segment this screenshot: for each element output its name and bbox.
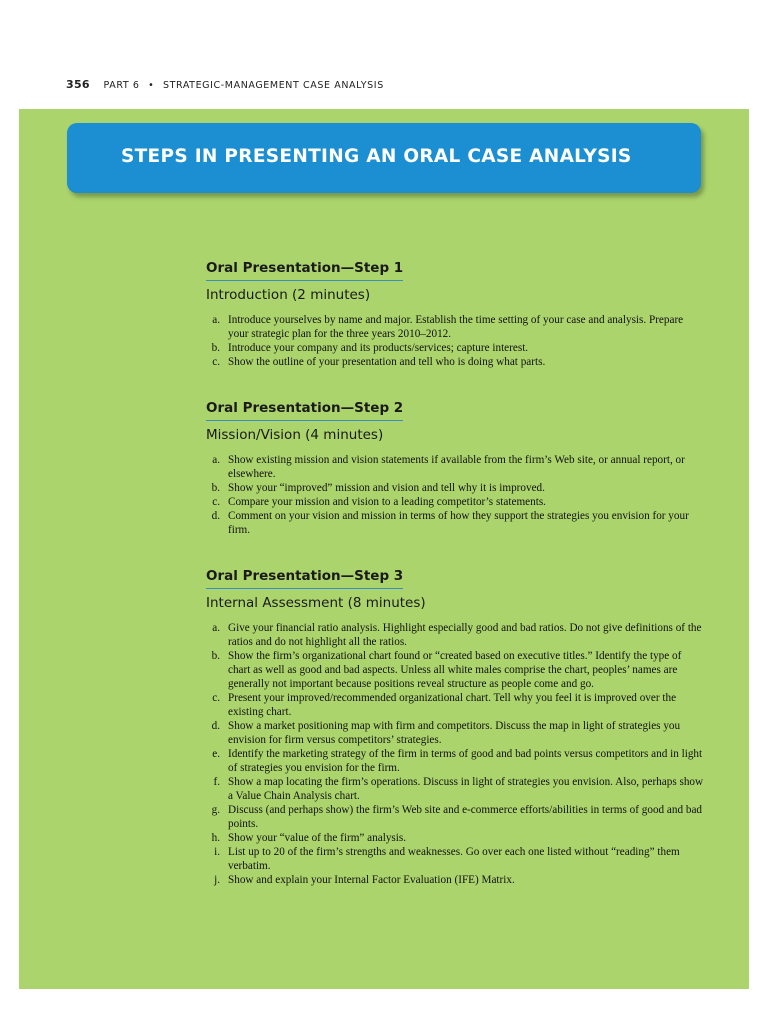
step-item-list <box>206 621 706 887</box>
list-item-marker: i. <box>214 846 220 858</box>
list-item <box>206 341 706 355</box>
list-item-text: Present your improved/recommended organizational chart. Tell why you feel it is improved over the existing chart. <box>228 692 677 718</box>
step-item-list <box>206 453 706 537</box>
list-item-marker: d. <box>211 510 220 522</box>
list-item-text: Show your “value of the firm” analysis. <box>228 832 407 844</box>
list-item <box>206 873 706 887</box>
list-item <box>206 509 706 537</box>
list-item-text: Show the firm’s organizational chart found or “created based on executive titles.” Identify the type of chart as well as good and bad aspects. Unless all white males comprise the chart, peoples’ names are generally not important because positions reveal structure as people come and go. <box>228 650 682 690</box>
list-item-marker: a. <box>212 454 220 466</box>
list-item-text: Show a map locating the firm’s operations. Discuss in light of strategies you envision. Also, perhaps show a Value Chain Analysis chart. <box>228 776 704 802</box>
list-item <box>206 453 706 481</box>
list-item <box>206 803 706 831</box>
list-item <box>206 355 706 369</box>
list-item-text: Show and explain your Internal Factor Evaluation (IFE) Matrix. <box>228 874 515 886</box>
list-item <box>206 775 706 803</box>
list-item <box>206 747 706 775</box>
list-item-text: List up to 20 of the firm’s strengths and weaknesses. Go over each one listed without “reading” them verbatim. <box>228 846 680 872</box>
list-item-marker: j. <box>214 874 220 886</box>
list-item-text: Introduce yourselves by name and major. Establish the time setting of your case and analysis. Prepare your strategic plan for the three years 2010–2012. <box>228 314 684 340</box>
list-item <box>206 831 706 845</box>
list-item-text: Compare your mission and vision to a leading competitor’s statements. <box>228 496 546 508</box>
step-subtitle: Mission/Vision (4 minutes) <box>206 427 384 443</box>
list-item-text: Identify the marketing strategy of the firm in terms of good and bad points versus competitors and in light of strategies you envision for the firm. <box>228 748 703 774</box>
running-head <box>66 78 384 91</box>
list-item-marker: d. <box>211 720 220 732</box>
list-item-marker: a. <box>212 622 220 634</box>
step-heading: Oral Presentation—Step 2 <box>206 400 403 421</box>
list-item-text: Comment on your vision and mission in terms of how they support the strategies you envision for your firm. <box>228 510 689 536</box>
step-heading: Oral Presentation—Step 1 <box>206 260 403 281</box>
list-item <box>206 691 706 719</box>
list-item-marker: b. <box>211 482 220 494</box>
page-number: 356 <box>66 78 90 91</box>
step-3-section <box>206 565 706 887</box>
list-item-marker: b. <box>211 342 220 354</box>
part-label: PART 6 <box>103 80 140 91</box>
list-item-marker: h. <box>211 832 220 844</box>
list-item-text: Show your “improved” mission and vision and tell why it is improved. <box>228 482 545 494</box>
step-subtitle: Introduction (2 minutes) <box>206 287 371 303</box>
section-label: STRATEGIC-MANAGEMENT CASE ANALYSIS <box>162 80 384 91</box>
list-item-text: Give your financial ratio analysis. Highlight especially good and bad ratios. Do not give definitions of the ratios and do not highlight all the ratios. <box>228 622 702 648</box>
list-item <box>206 481 706 495</box>
list-item-text: Show existing mission and vision statements if available from the firm’s Web site, or annual report, or elsewhere. <box>228 454 685 480</box>
list-item-marker: c. <box>212 356 220 368</box>
list-item-text: Show the outline of your presentation and tell who is doing what parts. <box>228 356 546 368</box>
list-item-marker: c. <box>212 496 220 508</box>
title-banner <box>67 123 701 193</box>
list-item-marker: b. <box>211 650 220 662</box>
list-item <box>206 313 706 341</box>
list-item <box>206 649 706 691</box>
step-subtitle: Internal Assessment (8 minutes) <box>206 595 426 611</box>
list-item-marker: f. <box>213 776 220 788</box>
list-item-marker: e. <box>212 748 220 760</box>
step-2-section <box>206 397 706 537</box>
list-item-marker: a. <box>212 314 220 326</box>
list-item-text: Show a market positioning map with firm and competitors. Discuss the map in light of strategies you envision for firm versus competitors’ strategies. <box>228 720 681 746</box>
list-item-marker: c. <box>212 692 220 704</box>
list-item-marker: g. <box>211 804 220 816</box>
step-item-list <box>206 313 706 369</box>
step-1-section <box>206 257 706 369</box>
list-item <box>206 621 706 649</box>
list-item <box>206 719 706 747</box>
list-item <box>206 845 706 873</box>
step-heading: Oral Presentation—Step 3 <box>206 568 403 589</box>
page-title: STEPS IN PRESENTING AN ORAL CASE ANALYSIS <box>121 146 632 167</box>
list-item-text: Introduce your company and its products/services; capture interest. <box>228 342 529 354</box>
separator-bullet: • <box>148 80 155 91</box>
list-item-text: Discuss (and perhaps show) the firm’s Web site and e-commerce efforts/abilities in terms of good and bad points. <box>228 804 703 830</box>
list-item <box>206 495 706 509</box>
